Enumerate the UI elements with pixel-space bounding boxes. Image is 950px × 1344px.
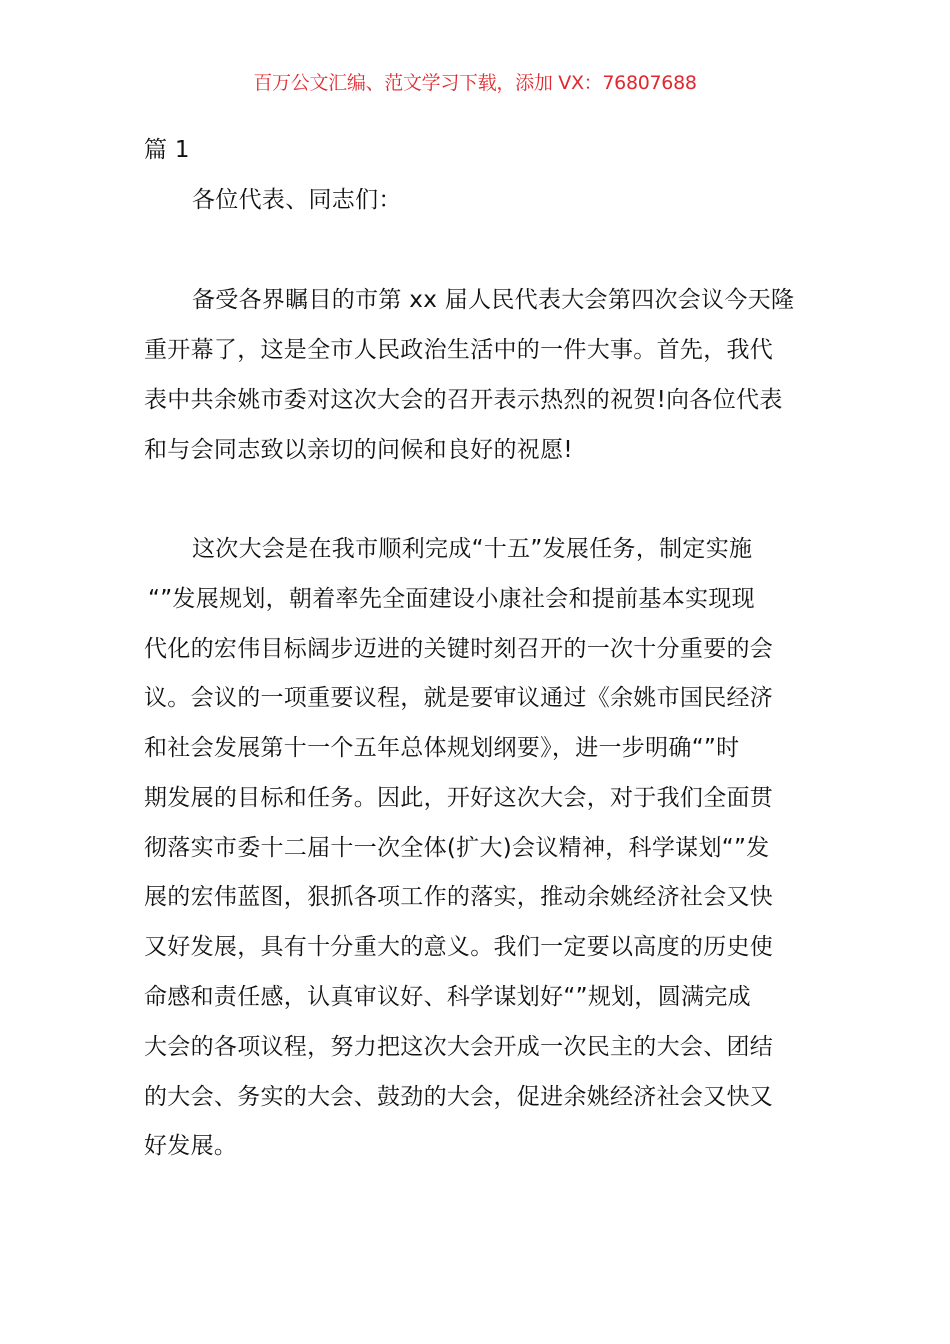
paragraph-line: 和社会发展第十一个五年总体规划纲要》，进一步明确“”时 (144, 735, 740, 761)
paragraph-line: 这次大会是在我市顺利完成“十五”发展任务，制定实施 (192, 536, 753, 562)
section-title: 篇 1 (144, 137, 190, 163)
paragraph-line: 展的宏伟蓝图，狠抓各项工作的落实，推动余姚经济社会又快 (144, 884, 774, 910)
paragraph-line: 彻落实市委十二届十一次全体(扩大)会议精神，科学谋划“”发 (144, 835, 770, 861)
paragraph-line: “”发展规划，朝着率先全面建设小康社会和提前基本实现现 (148, 586, 755, 612)
watermark-header: 百万公文汇编、范文学习下载，添加 VX：76807688 (253, 72, 697, 94)
paragraph-line: 议。会议的一项重要议程，就是要审议通过《余姚市国民经济 (144, 685, 774, 711)
paragraph-line: 命感和责任感，认真审议好、科学谋划好“”规划，圆满完成 (144, 984, 751, 1010)
paragraph-line: 和与会同志致以亲切的问候和良好的祝愿! (144, 437, 573, 463)
paragraph-line: 好发展。 (144, 1133, 238, 1159)
paragraph-line: 备受各界瞩目的市第 xx 届人民代表大会第四次会议今天隆 (192, 287, 795, 313)
paragraph-line: 又好发展，具有十分重大的意义。我们一定要以高度的历史使 (144, 934, 774, 960)
paragraph-line: 表中共余姚市委对这次大会的召开表示热烈的祝贺!向各位代表 (144, 387, 783, 413)
salutation: 各位代表、同志们： (192, 187, 402, 213)
paragraph-line: 期发展的目标和任务。因此，开好这次大会，对于我们全面贯 (144, 785, 774, 811)
paragraph-line: 的大会、务实的大会、鼓劲的大会，促进余姚经济社会又快又 (144, 1084, 774, 1110)
paragraph-line: 代化的宏伟目标阔步迈进的关键时刻召开的一次十分重要的会 (144, 636, 774, 662)
paragraph-line: 大会的各项议程，努力把这次大会开成一次民主的大会、团结 (144, 1034, 774, 1060)
paragraph-line: 重开幕了，这是全市人民政治生活中的一件大事。首先，我代 (144, 337, 774, 363)
